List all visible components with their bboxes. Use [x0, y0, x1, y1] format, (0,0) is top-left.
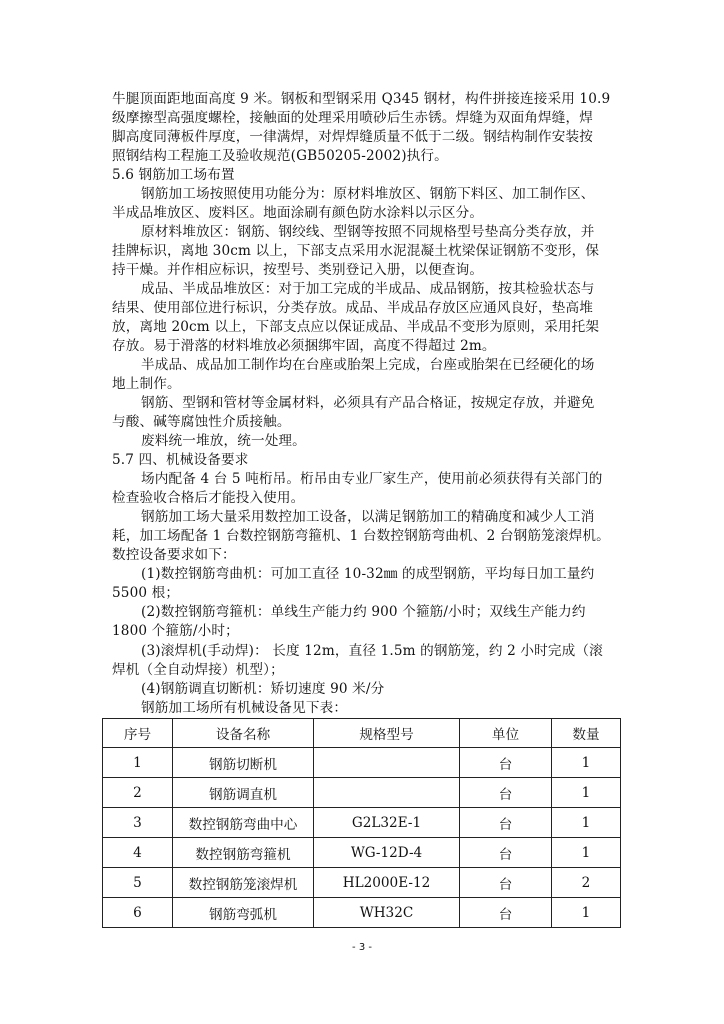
- paragraph-line: 数控设备要求如下：: [112, 547, 236, 563]
- list-item-cont: 5500 根；: [112, 585, 180, 601]
- paragraph-line: 场内配备 4 台 5 吨桁吊。桁吊由专业厂家生产，使用前必须获得有关部门的: [141, 471, 603, 487]
- list-item: (3)滚焊机(手动焊)： 长度 12m，直径 1.5m 的钢筋笼，约 2 小时完成（滚: [141, 643, 603, 659]
- table-caption: 钢筋加工场所有机械设备见下表：: [141, 700, 348, 716]
- cell-qty: 1: [552, 778, 621, 808]
- equipment-table: [102, 718, 621, 928]
- cell-index: 1: [103, 748, 173, 778]
- cell-unit: 台: [460, 778, 552, 808]
- cell-unit: 台: [460, 868, 552, 898]
- paragraph-line: 钢筋加工场大量采用数控加工设备，以满足钢筋加工的精确度和减少人工消: [141, 509, 595, 525]
- cell-model: WH32C: [314, 898, 460, 928]
- paragraph-line: 结果、使用部位进行标识，分类存放。成品、半成品存放区应通风良好，垫高堆: [112, 300, 594, 316]
- cell-name: 钢筋切断机: [173, 748, 314, 778]
- table-header-row: [103, 719, 621, 748]
- page-number: - 3 -: [352, 942, 372, 953]
- paragraph-line: 挂牌标识，离地 30cm 以上，下部支点采用水泥混凝土枕梁保证钢筋不变形，保: [112, 243, 600, 259]
- cell-qty: 1: [552, 838, 621, 868]
- cell-index: 2: [103, 778, 173, 808]
- paragraph-line: 钢筋加工场按照使用功能分为：原材料堆放区、钢筋下料区、加工制作区、: [141, 186, 595, 202]
- paragraph-line: 级摩擦型高强度螺栓，接触面的处理采用喷砂后生赤锈。焊缝为双面角焊缝，焊: [112, 110, 594, 126]
- cell-model: G2L32E-1: [314, 808, 460, 838]
- cell-qty: 1: [552, 898, 621, 928]
- cell-qty: 1: [552, 808, 621, 838]
- header-cell: 设备名称: [173, 719, 314, 748]
- cell-index: 3: [103, 808, 173, 838]
- paragraph-line: 存放。易于滑落的材料堆放必须捆绑牢固，高度不得超过 2m。: [112, 338, 496, 354]
- paragraph-line: 持干燥。并作相应标识，按型号、类别登记入册，以便查询。: [112, 262, 484, 278]
- table-row: [103, 838, 621, 868]
- list-item-cont: 焊机（全自动焊接）机型）；: [112, 662, 284, 678]
- cell-name: 数控钢筋弯箍机: [173, 838, 314, 868]
- table-row: [103, 778, 621, 808]
- list-item: (4)钢筋调直切断机：矫切速度 90 米/分: [141, 681, 385, 697]
- header-cell: 数量: [552, 719, 621, 748]
- header-cell: 单位: [460, 719, 552, 748]
- paragraph-line: 钢筋、型钢和管材等金属材料，必须具有产品合格证，按规定存放，并避免: [141, 395, 595, 411]
- list-item: (2)数控钢筋弯箍机：单线生产能力约 900 个箍筋/小时；双线生产能力约: [141, 604, 586, 620]
- table-row: [103, 808, 621, 838]
- table-row: [103, 868, 621, 898]
- cell-model: [314, 748, 460, 778]
- paragraph-line: 脚高度同薄板件厚度，一律满焊，对焊焊缝质量不低于二级。钢结构制作安装按: [112, 129, 594, 145]
- cell-model: WG-12D-4: [314, 838, 460, 868]
- table-row: [103, 898, 621, 928]
- cell-unit: 台: [460, 808, 552, 838]
- cell-unit: 台: [460, 748, 552, 778]
- cell-name: 数控钢筋笼滚焊机: [173, 868, 314, 898]
- list-item: (1)数控钢筋弯曲机：可加工直径 10-32㎜ 的成型钢筋，平均每日加工量约: [141, 566, 595, 582]
- cell-name: 钢筋调直机: [173, 778, 314, 808]
- cell-index: 4: [103, 838, 173, 868]
- paragraph-line: 放，离地 20cm 以上，下部支点应以保证成品、半成品不变形为原则，采用托架: [112, 319, 600, 335]
- paragraph-line: 检查验收合格后才能投入使用。: [112, 490, 305, 506]
- cell-unit: 台: [460, 838, 552, 868]
- paragraph-line: 地上制作。: [112, 376, 181, 392]
- paragraph-line: 牛腿顶面距地面高度 9 米。钢板和型钢采用 Q345 钢材，构件拼接连接采用 10.9: [112, 91, 611, 107]
- table-row: [103, 748, 621, 778]
- paragraph-line: 照钢结构工程施工及验收规范(GB50205-2002)执行。: [112, 148, 448, 164]
- paragraph-line: 耗，加工场配备 1 台数控钢筋弯箍机、1 台数控钢筋弯曲机、2 台钢筋笼滚焊机。: [112, 528, 610, 544]
- list-item-cont: 1800 个箍筋/小时；: [112, 623, 239, 639]
- cell-index: 5: [103, 868, 173, 898]
- paragraph-line: 与酸、碱等腐蚀性介质接触。: [112, 414, 291, 430]
- paragraph-line: 成品、半成品堆放区：对于加工完成的半成品、成品钢筋，按其检验状态与: [141, 281, 595, 297]
- header-cell: 规格型号: [314, 719, 460, 748]
- paragraph-line: 半成品、成品加工制作均在台座或胎架上完成，台座或胎架在已经硬化的场: [141, 357, 595, 373]
- cell-name: 数控钢筋弯曲中心: [173, 808, 314, 838]
- paragraph-line: 原材料堆放区：钢筋、钢绞线、型钢等按照不同规格型号垫高分类存放，并: [141, 224, 595, 240]
- cell-qty: 1: [552, 748, 621, 778]
- paragraph-line: 废料统一堆放，统一处理。: [141, 433, 306, 449]
- cell-index: 6: [103, 898, 173, 928]
- cell-unit: 台: [460, 898, 552, 928]
- paragraph-line: 半成品堆放区、废料区。地面涂刷有颜色防水涂料以示区分。: [112, 205, 484, 221]
- header-cell: 序号: [103, 719, 173, 748]
- cell-model: [314, 778, 460, 808]
- section-heading: 5.6 钢筋加工场布置: [112, 167, 235, 183]
- cell-qty: 2: [552, 868, 621, 898]
- section-heading: 5.7 四、机械设备要求: [112, 452, 249, 468]
- cell-name: 钢筋弯弧机: [173, 898, 314, 928]
- cell-model: HL2000E-12: [314, 868, 460, 898]
